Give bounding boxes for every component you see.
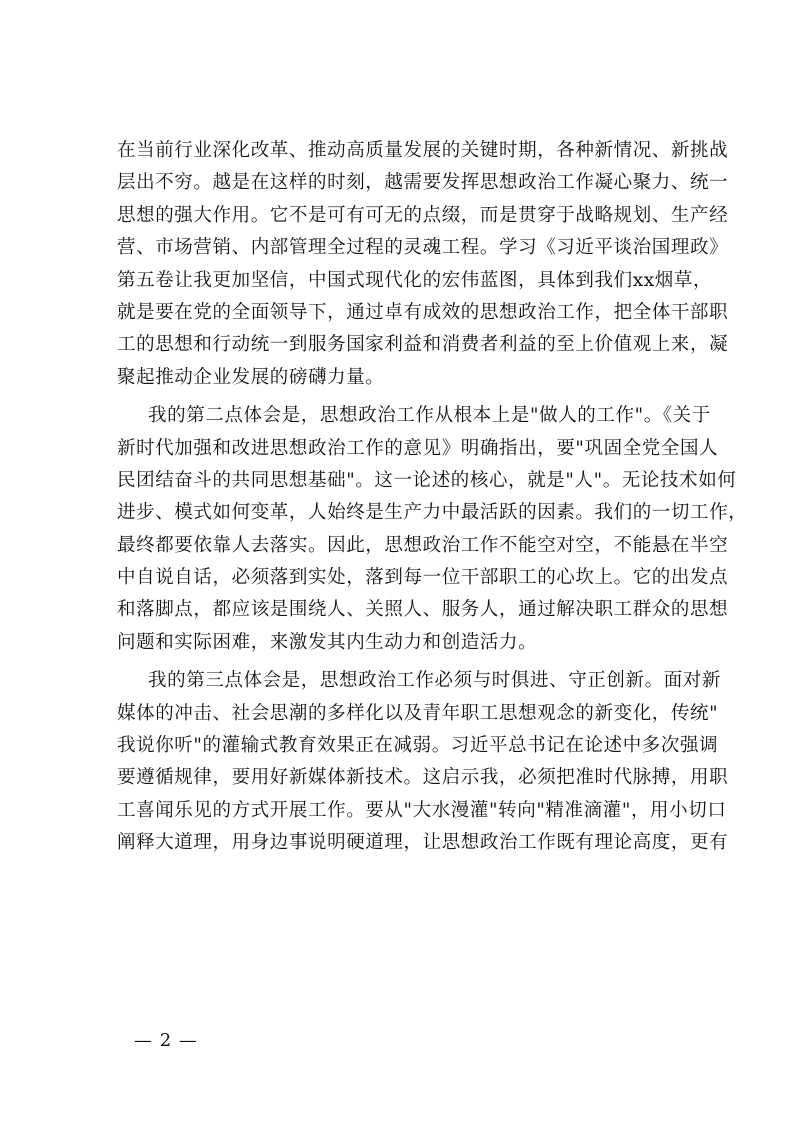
page-number: — 2 — (134, 1030, 198, 1051)
text-line: 新时代加强和改进思想政治工作的意见》明确指出，要"巩固全党全国人 (117, 437, 719, 459)
text-line: 工喜闻乐见的方式开展工作。要从"大水漫灌"转向"精准滴灌"，用小切口 (117, 799, 727, 821)
paragraph-1 (117, 135, 729, 394)
text-line: 我说你听"的灌输式教育效果正在减弱。习近平总书记在论述中多次强调 (117, 735, 719, 757)
text-line: 中自说自话，必须落到实处，落到每一位干部职工的心坎上。它的出发点 (117, 567, 729, 589)
text-line: 要遵循规律，要用好新媒体新技术。这启示我，必须把准时代脉搏，用职 (117, 767, 729, 789)
text-line: 营、市场营销、内部管理全过程的灵魂工程。学习《习近平谈治国理政》 (117, 237, 729, 259)
text-line: 第五卷让我更加坚信，中国式现代化的宏伟蓝图，具体到我们xx烟草， (117, 269, 713, 291)
text-line: 问题和实际困难，来激发其内生动力和创造活力。 (117, 631, 538, 653)
text-line: 我的第二点体会是，思想政治工作从根本上是"做人的工作"。《关于 (148, 405, 711, 427)
text-line: 在当前行业深化改革、推动高质量发展的关键时期，各种新情况、新挑战 (117, 140, 729, 161)
text-line: 民团结奋斗的共同思想基础"。这一论述的核心，就是"人"。无论技术如何 (117, 469, 737, 491)
paragraph-2 (117, 400, 748, 659)
text-line: 我的第三点体会是，思想政治工作必须与时俱进、守正创新。面对新 (148, 670, 722, 692)
text-line: 聚起推动企业发展的磅礴力量。 (117, 366, 385, 388)
text-line: 媒体的冲击、社会思潮的多样化以及青年职工思想观念的新变化，传统" (117, 702, 719, 724)
text-line: 思想的强大作用。它不是可有可无的点缀，而是贯穿于战略规划、生产经 (117, 204, 729, 226)
paragraph-3 (117, 665, 729, 859)
text-line: 阐释大道理，用身边事说明硬道理，让思想政治工作既有理论高度，更有 (117, 832, 729, 854)
text-line: 进步、模式如何变革，人始终是生产力中最活跃的因素。我们的一切工作， (117, 502, 748, 524)
text-line: 就是要在党的全面领导下，通过卓有成效的思想政治工作，把全体干部职 (117, 301, 729, 323)
body-text (117, 135, 748, 860)
text-line: 最终都要依靠人去落实。因此，思想政治工作不能空对空，不能悬在半空 (117, 534, 729, 556)
text-line: 工的思想和行动统一到服务国家利益和消费者利益的至上价值观上来，凝 (117, 334, 729, 356)
text-line: 层出不穷。越是在这样的时刻，越需要发挥思想政治工作凝心聚力、统一 (117, 172, 729, 194)
text-line: 和落脚点，都应该是围绕人、关照人、服务人，通过解决职工群众的思想 (117, 599, 729, 621)
